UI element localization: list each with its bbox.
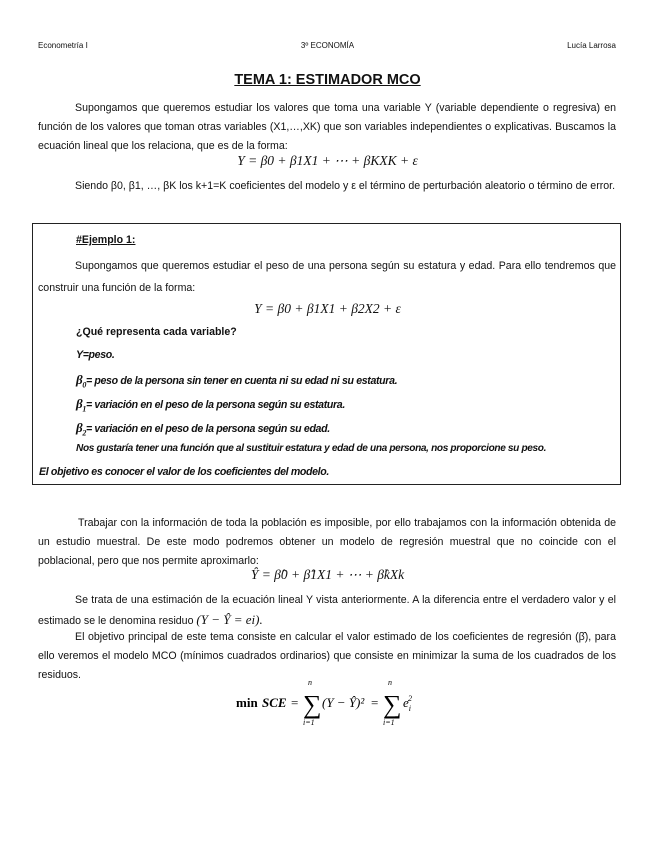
sample-paragraph-text: Trabajar con la información de toda la población es imposible, por ello trabajamos con la información obtenida de un estudio muestral. De este modo podremos obtener un modelo de regresión muestral que no coincide con el poblacional, pero que nos permite aproximarlo: xyxy=(38,517,616,567)
def-beta0-text: = peso de la persona sin tener en cuenta ni su edad ni su estatura. xyxy=(85,375,398,387)
equals-sign-1: = xyxy=(291,695,299,710)
coefficients-paragraph-text: Siendo β0, β1, …, βK los k+1=K coeficientes del modelo y ε el término de perturbación aleatorio o término de error. xyxy=(75,180,616,192)
sum-upper-1: n xyxy=(308,678,312,687)
objective-paragraph-text-b: (β̂), para ello veremos el modelo MCO (mínimos cuadrados ordinarios) que consiste en minimizar la suma de los cuadrados de los residuos. xyxy=(38,631,616,681)
def-beta1-text: = variación en el peso de la persona según su estatura. xyxy=(85,399,345,411)
def-beta1: $\beta_1=$ variación en el peso de la persona según su estatura. xyxy=(76,396,345,414)
example-question: ¿Qué representa cada variable? xyxy=(76,326,237,338)
squared-residual-term: (Y − Ŷ)² xyxy=(322,695,365,710)
residual-expression: (Y − Ŷ = ei). xyxy=(196,612,263,627)
residual-squared-term: $e_i2$ xyxy=(403,694,413,713)
header-author: Lucía Larrosa xyxy=(567,41,616,50)
sum-lower-2: i=1 xyxy=(383,718,395,727)
objective-paragraph-text-a: El objetivo principal de este tema consiste en calcular el valor estimado de los coeficientes de regresión xyxy=(75,631,572,643)
def-beta2-text: = variación en el peso de la persona según su edad. xyxy=(85,423,330,435)
equation-population-text: Y = β0 + β1X1 + ⋯ + βKXK + ε xyxy=(237,153,418,168)
sample-paragraph xyxy=(38,514,616,571)
equals-sign-2: = xyxy=(371,695,379,710)
equation-example-text: Y = β0 + β1X1 + β2X2 + ε xyxy=(254,301,401,316)
min-label: min xyxy=(236,695,258,710)
intro-paragraph-text: Supongamos que queremos estudiar los valores que toma una variable Y (variable dependiente o regresiva) en función de los valores que toman otras variables (X1,…,XK) que son variables independientes o explicativas. Buscamos la ecuación lineal que los relaciona, que es de la forma: xyxy=(38,102,616,152)
def-beta0: $\beta_0=$ peso de la persona sin tener en cuenta ni su edad ni su estatura. xyxy=(76,372,398,390)
equation-sample-text: Ŷ = β̂0 + β̂1X1 + ⋯ + β̂kXk xyxy=(250,567,405,582)
coefficients-paragraph xyxy=(38,177,616,196)
def-y: Y=peso. xyxy=(76,349,115,361)
example-paragraph xyxy=(38,255,616,299)
intro-paragraph xyxy=(38,99,616,156)
sum-upper-2: n xyxy=(388,678,392,687)
equation-sample-model xyxy=(0,567,655,583)
equation-population-model xyxy=(0,153,655,169)
residual-paragraph xyxy=(38,591,616,631)
def-beta2: $\beta_2=$ variación en el peso de la persona según su edad. xyxy=(76,420,330,438)
example-objective-line: El objetivo es conocer el valor de los coeficientes del modelo. xyxy=(39,466,329,478)
sum-lower-1: i=1 xyxy=(303,718,315,727)
equation-min-sce xyxy=(0,672,655,728)
example-heading: #Ejemplo 1: xyxy=(76,234,136,246)
header-course: Econometría I xyxy=(38,41,88,50)
example-goal-line: Nos gustaría tener una función que al sustituir estatura y edad de una persona, nos proporcione su peso. xyxy=(76,443,547,454)
residual-paragraph-text: Se trata de una estimación de la ecuación lineal Y vista anteriormente. A la diferencia entre el verdadero valor y el estimado se le denomina residuo xyxy=(38,594,616,627)
header-year: 3º ECONOMÍA xyxy=(300,41,355,50)
page-title: TEMA 1: ESTIMADOR MCO xyxy=(234,72,421,88)
sum-symbol-1: ∑ xyxy=(303,690,322,719)
sce-label: SCE xyxy=(262,695,287,710)
sum-symbol-2: ∑ xyxy=(383,690,402,719)
example-paragraph-text: Supongamos que queremos estudiar el peso de una persona según su estatura y edad. Para ello tendremos que construir una función de la forma: xyxy=(38,260,616,294)
equation-example-model xyxy=(0,301,655,317)
